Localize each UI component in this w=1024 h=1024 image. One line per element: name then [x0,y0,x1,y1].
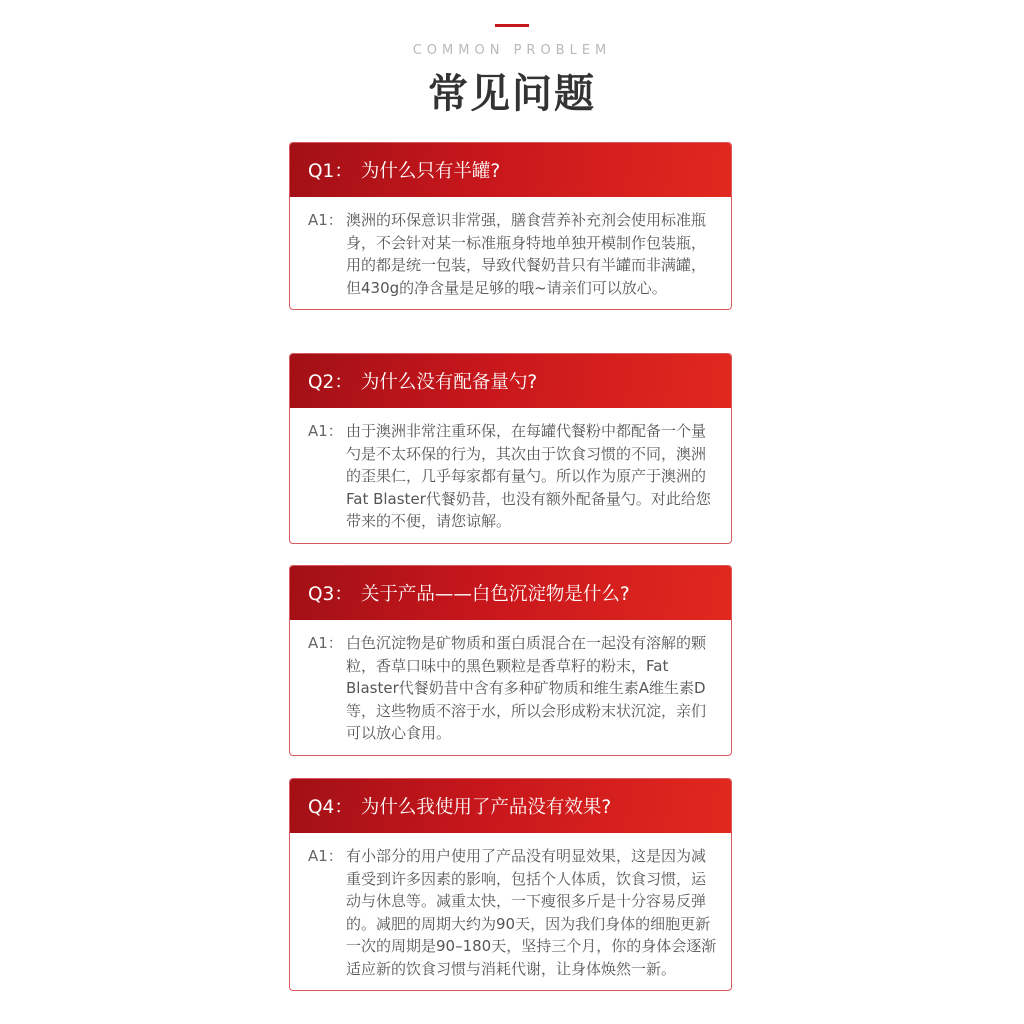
question-text: 为什么没有配备量勺? [360,372,538,393]
question-number: Q3： [308,584,353,605]
faq-card-4 [289,778,732,991]
faq-question-header [290,143,731,197]
answer-text: 澳洲的环保意识非常强，膳食营养补充剂会使用标准瓶身，不会针对某一标准瓶身特地单独开模制作包装瓶，用的都是统一包装，导致代餐奶昔只有半罐而非满罐，但430g的净含量是足够的哦~请亲们可以放心。 [346,211,707,297]
accent-line [495,24,529,27]
faq-question-header [290,566,731,620]
faq-answer [290,197,731,309]
faq-card-3 [289,565,732,756]
faq-question-header [290,779,731,833]
faq-question-header [290,354,731,408]
question-number: Q1： [308,161,353,182]
faq-answer [290,408,731,543]
answer-text: 白色沉淀物是矿物质和蛋白质混合在一起没有溶解的颗粒，香草口味中的黑色颗粒是香草籽的粉末，Fat Blaster代餐奶昔中含有多种矿物质和维生素A维生素D等，这些物质不溶于水，所以会形成粉末状沉淀，亲们可以放心食用。 [346,634,707,742]
answer-text: 有小部分的用户使用了产品没有明显效果，这是因为减重受到许多因素的影响，包括个人体质，饮食习惯，运动与休息等。减重太快，一下瘦很多斤是十分容易反弹的。减肥的周期大约为90天，因为我们身体的细胞更新一次的周期是90–180天，坚持三个月，你的身体会逐渐适应新的饮食习惯与消耗代谢，让身体焕然一新。 [346,847,717,978]
faq-card-1 [289,142,732,310]
page-title: 常见问题 [428,71,596,117]
question-text: 为什么只有半罐? [360,161,501,182]
faq-card-2 [289,353,732,544]
section-subtitle: COMMON PROBLEM [412,43,612,58]
answer-number: A1： [308,847,343,865]
question-number: Q2： [308,372,353,393]
answer-number: A1： [308,422,343,440]
faq-answer [290,620,731,755]
faq-answer [290,833,731,990]
question-text: 为什么我使用了产品没有效果? [360,797,612,818]
answer-number: A1： [308,634,343,652]
question-number: Q4： [308,797,353,818]
answer-number: A1： [308,211,343,229]
answer-text: 由于澳洲非常注重环保，在每罐代餐粉中都配备一个量勺是不太环保的行为，其次由于饮食习惯的不同，澳洲的歪果仁，几乎每家都有量勺。所以作为原产于澳洲的Fat Blaster代餐奶昔，也没有额外配备量勺。对此给您带来的不便，请您谅解。 [346,422,711,530]
question-text: 关于产品——白色沉淀物是什么? [360,584,630,605]
